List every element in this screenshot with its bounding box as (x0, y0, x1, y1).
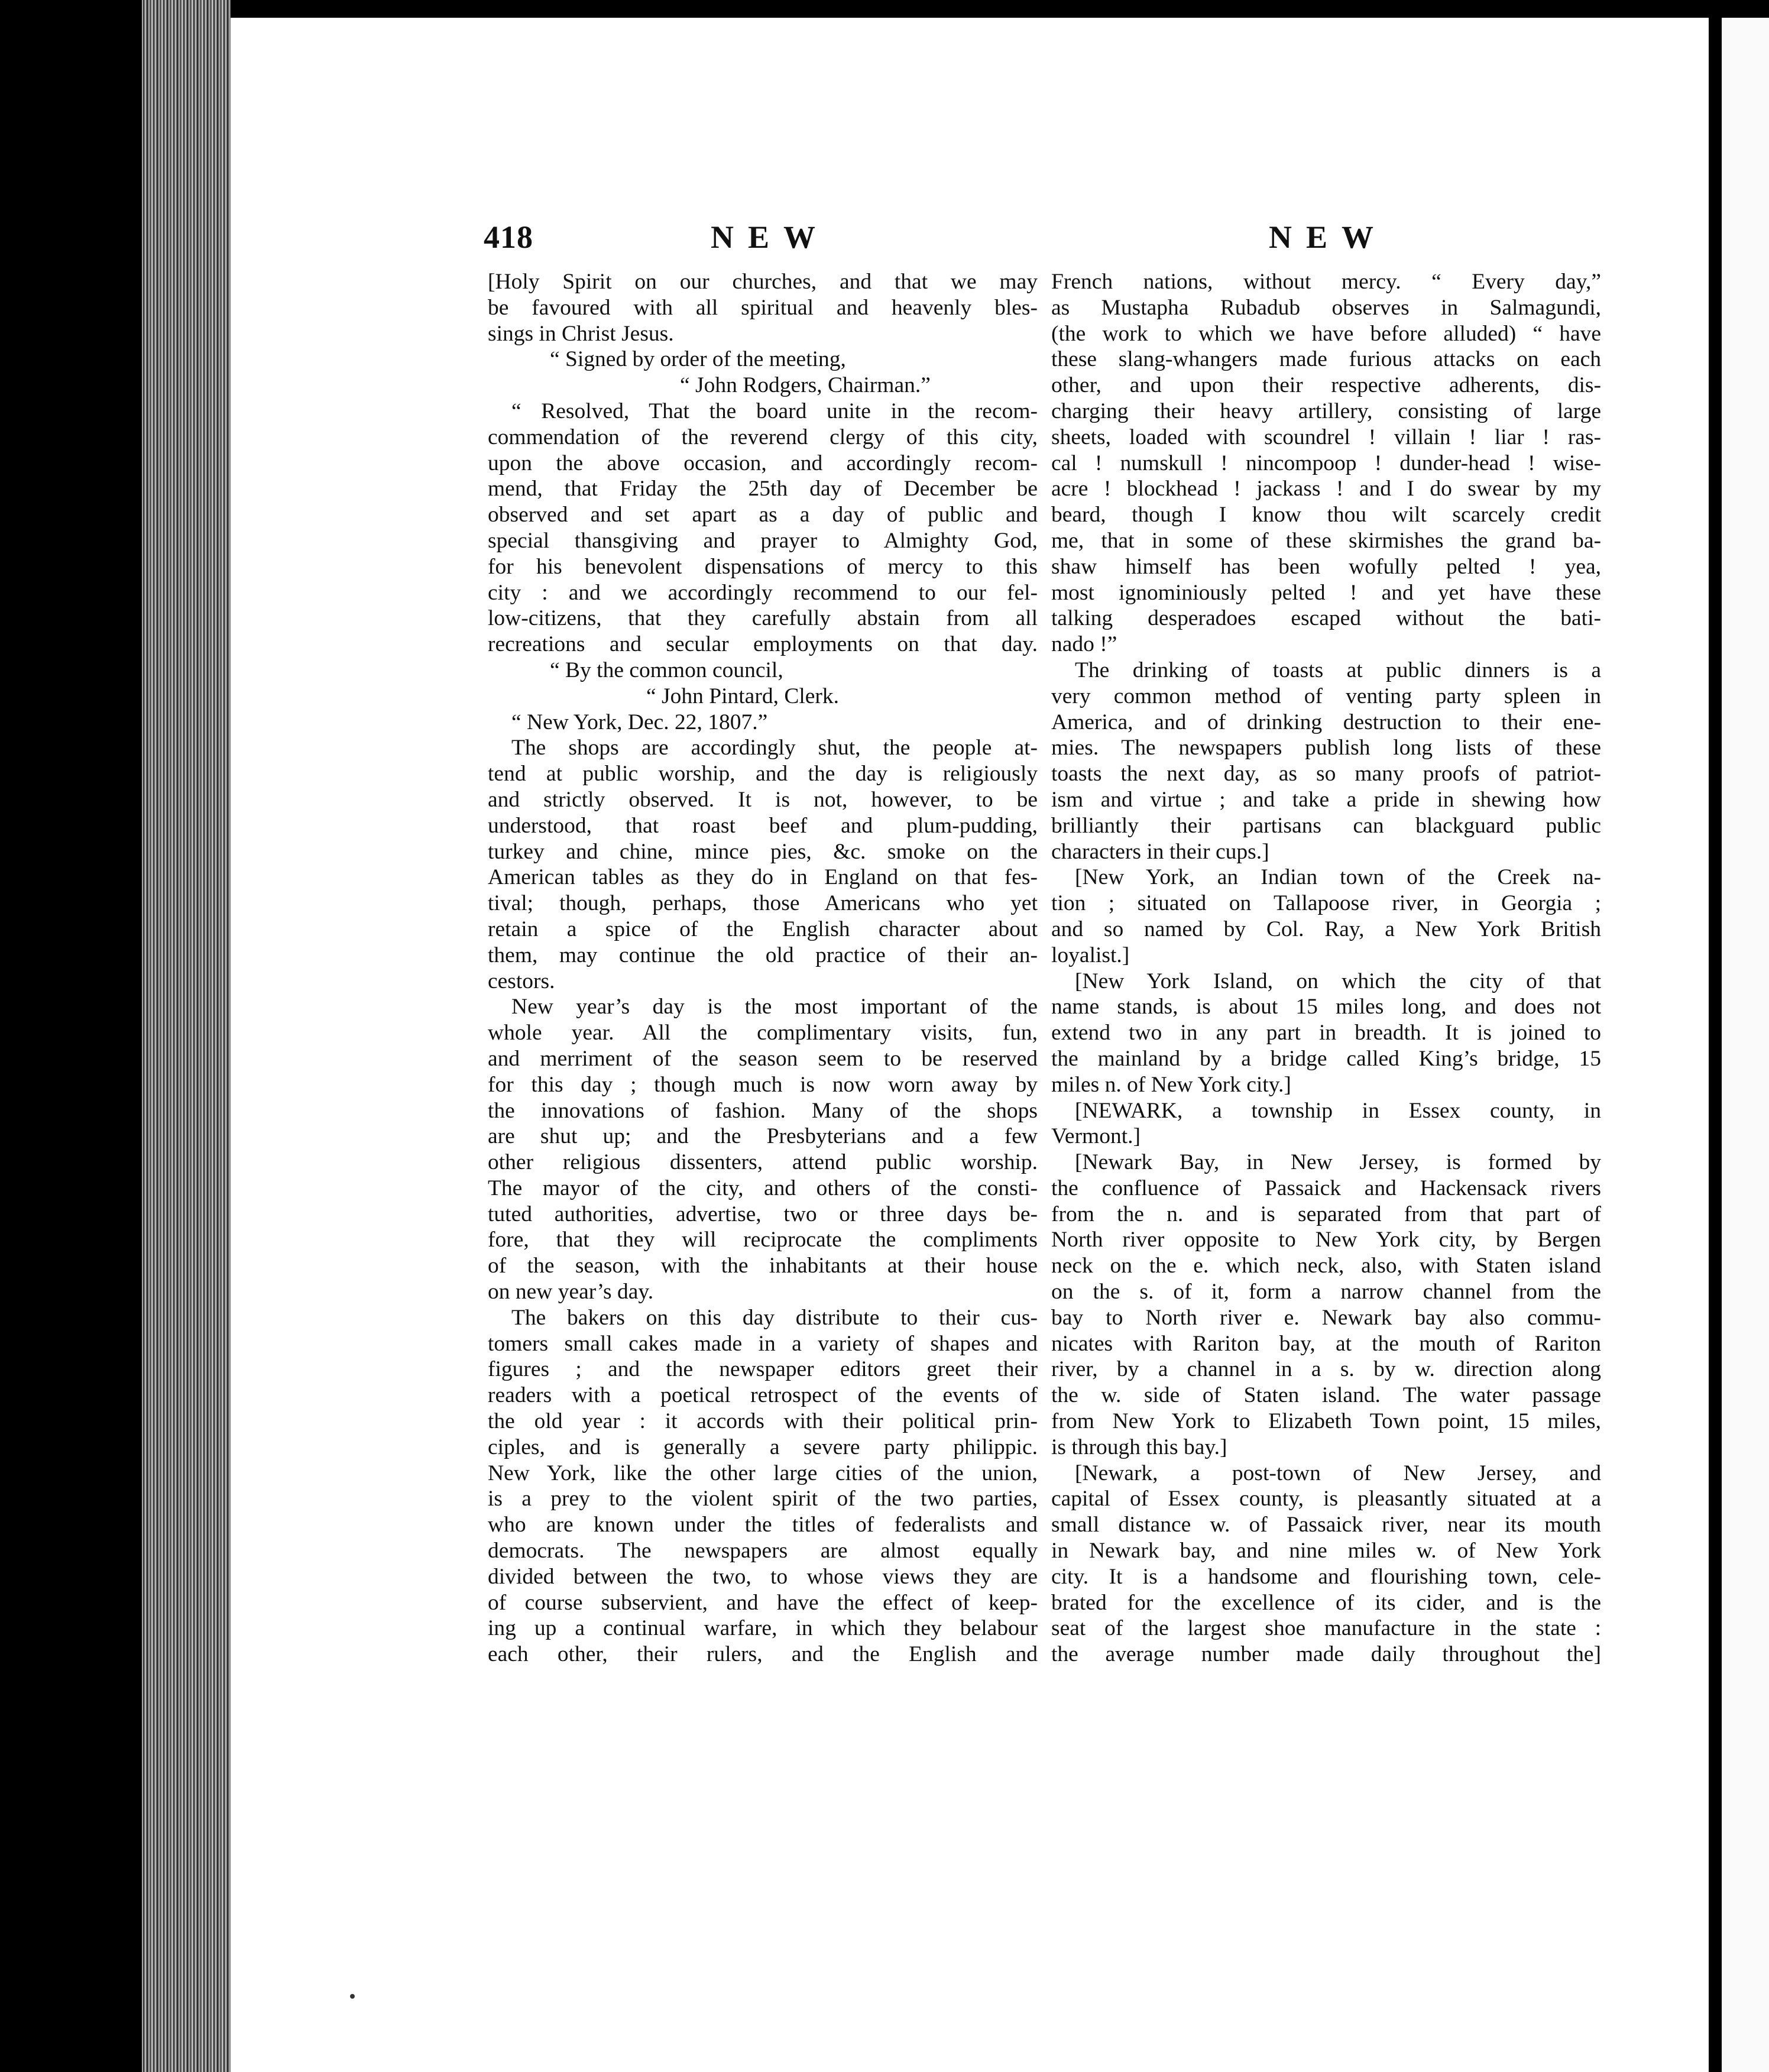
scan-speck (350, 1994, 355, 1999)
text-line: “ Signed by order of the meeting, (550, 347, 846, 372)
text-line: seat of the largest shoe manufacture in the state : (1051, 1616, 1601, 1641)
book-fore-edge (142, 0, 231, 2072)
text-line: charging their heavy artillery, consisting of large (1051, 399, 1601, 423)
text-line: these slang-whangers made furious attacks on each (1051, 347, 1601, 372)
text-line: in Newark bay, and nine miles w. of New York (1051, 1539, 1601, 1563)
text-line: neck on the e. which neck, also, with Staten island (1051, 1254, 1601, 1278)
text-line: and so named by Col. Ray, a New York British (1051, 917, 1601, 941)
text-line: New year’s day is the most important of the (511, 995, 1038, 1019)
facing-page-edge (1722, 18, 1769, 2072)
text-line: (the work to which we have before alluded) “ have (1051, 321, 1601, 346)
text-line: Vermont.] (1051, 1124, 1141, 1149)
text-line: from New York to Elizabeth Town point, 15 miles, (1051, 1409, 1601, 1434)
text-line: brilliantly their partisans can blackguard public (1051, 813, 1601, 838)
text-line: [New York, an Indian town of the Creek na- (1075, 865, 1601, 890)
text-line: loyalist.] (1051, 943, 1130, 967)
text-line: me, that in some of these skirmishes the grand ba- (1051, 528, 1601, 553)
text-line: tion ; situated on Tallapoose river, in Georgia ; (1051, 891, 1601, 916)
text-line: name stands, is about 15 miles long, and does not (1051, 995, 1601, 1019)
text-line: nado !” (1051, 632, 1117, 657)
text-line: as Mustapha Rubadub observes in Salmagundi, (1051, 295, 1601, 320)
text-line: readers with a poetical retrospect of the events of (488, 1383, 1038, 1408)
text-line: city : and we accordingly recommend to our fel- (488, 580, 1038, 605)
text-line: commendation of the reverend clergy of this city, (488, 425, 1038, 449)
page-number: 418 (484, 219, 533, 255)
running-head-right: NEW (1269, 219, 1388, 255)
text-line: “ New York, Dec. 22, 1807.” (511, 710, 768, 734)
text-line: tuted authorities, advertise, two or three days be- (488, 1202, 1038, 1226)
text-line: and merriment of the season seem to be reserved (488, 1046, 1038, 1071)
text-line: [New York Island, on which the city of that (1075, 969, 1601, 993)
text-line: nicates with Rariton bay, at the mouth of Rariton (1051, 1331, 1601, 1356)
text-line: ism and virtue ; and take a pride in shewing how (1051, 787, 1601, 812)
text-line: The mayor of the city, and others of the consti- (488, 1176, 1038, 1200)
text-line: low-citizens, that they carefully abstain from all (488, 606, 1038, 631)
text-line: is a prey to the violent spirit of the two parties, (488, 1487, 1038, 1511)
text-line: talking desperadoes escaped without the bati- (1051, 606, 1601, 631)
page-gutter (1709, 18, 1722, 2072)
text-line: [NEWARK, a township in Essex county, in (1075, 1098, 1601, 1123)
text-line: the confluence of Passaick and Hackensack rivers (1051, 1176, 1601, 1200)
text-line: tival; though, perhaps, those Americans who yet (488, 891, 1038, 916)
text-line: city. It is a handsome and flourishing town, cele- (1051, 1564, 1601, 1589)
text-line: mies. The newspapers publish long lists of these (1051, 736, 1601, 760)
text-line: French nations, without mercy. “ Every day,” (1051, 270, 1601, 294)
text-line: [Newark Bay, in New Jersey, is formed by (1075, 1150, 1601, 1175)
text-line: whole year. All the complimentary visits, fun, (488, 1021, 1038, 1045)
text-line: tend at public worship, and the day is religiously (488, 762, 1038, 786)
text-line: understood, that roast beef and plum-pudding, (488, 813, 1038, 838)
text-line: other, and upon their respective adherents, dis- (1051, 373, 1601, 398)
text-line: them, may continue the old practice of their an- (488, 943, 1038, 967)
text-line: very common method of venting party spleen in (1051, 684, 1601, 708)
text-line: tomers small cakes made in a variety of shapes and (488, 1331, 1038, 1356)
right-text-column (1051, 269, 1601, 1668)
text-line: The bakers on this day distribute to their cus- (511, 1305, 1038, 1330)
text-line: river, by a channel in a s. by w. direction along (1051, 1357, 1601, 1382)
text-line: brated for the excellence of its cider, and is the (1051, 1590, 1601, 1615)
text-line: capital of Essex county, is pleasantly situated at a (1051, 1487, 1601, 1511)
text-line: beard, though I know thou wilt scarcely credit (1051, 503, 1601, 527)
text-line: most ignominiously pelted ! and yet have these (1051, 580, 1601, 605)
text-line: upon the above occasion, and accordingly recom- (488, 451, 1038, 475)
text-line: cal ! numskull ! nincompoop ! dunder-head ! wise- (1051, 451, 1601, 475)
text-line: miles n. of New York city.] (1051, 1072, 1291, 1097)
text-line: shaw himself has been wofully pelted ! yea, (1051, 554, 1601, 579)
text-line: who are known under the titles of federalists and (488, 1513, 1038, 1537)
text-line: retain a spice of the English character about (488, 917, 1038, 941)
text-line: special thansgiving and prayer to Almighty God, (488, 528, 1038, 553)
text-line: on new year’s day. (488, 1280, 654, 1304)
text-line: of course subservient, and have the effect of keep- (488, 1590, 1038, 1615)
text-line: democrats. The newspapers are almost equally (488, 1539, 1038, 1563)
text-line: [Holy Spirit on our churches, and that we may (488, 270, 1038, 294)
text-line: ing up a continual warfare, in which they belabour (488, 1616, 1038, 1641)
text-line: the w. side of Staten island. The water passage (1051, 1383, 1601, 1408)
text-line: toasts the next day, as so many proofs of patriot- (1051, 762, 1601, 786)
text-line: North river opposite to New York city, by Bergen (1051, 1228, 1601, 1252)
text-line: sings in Christ Jesus. (488, 321, 674, 346)
text-line: for his benevolent dispensations of mercy to this (488, 554, 1038, 579)
text-line: fore, that they will reciprocate the compliments (488, 1228, 1038, 1252)
text-line: “ John Pintard, Clerk. (646, 684, 840, 708)
text-line: and strictly observed. It is not, however, to be (488, 787, 1038, 812)
text-line: The drinking of toasts at public dinners is a (1075, 658, 1601, 682)
text-line: American tables as they do in England on that fes- (488, 865, 1038, 890)
text-line: New York, like the other large cities of the union, (488, 1461, 1038, 1485)
text-line: for this day ; though much is now worn away by (488, 1072, 1038, 1097)
text-line: cestors. (488, 969, 555, 993)
text-line: acre ! blockhead ! jackass ! and I do swear by my (1051, 477, 1601, 501)
text-line: turkey and chine, mince pies, &c. smoke on the (488, 839, 1038, 864)
text-line: from the n. and is separated from that part of (1051, 1202, 1601, 1226)
text-line: the average number made daily throughout the] (1051, 1642, 1601, 1667)
text-line: mend, that Friday the 25th day of December be (488, 477, 1038, 501)
text-line: recreations and secular employments on that day. (488, 632, 1038, 657)
text-line: ciples, and is generally a severe party philippic. (488, 1435, 1038, 1459)
text-line: are shut up; and the Presbyterians and a few (488, 1124, 1038, 1149)
text-line: “ Resolved, That the board unite in the recom- (511, 399, 1038, 423)
text-line: bay to North river e. Newark bay also commu- (1051, 1305, 1601, 1330)
left-text-column (488, 269, 1038, 1668)
text-line: figures ; and the newspaper editors greet their (488, 1357, 1038, 1382)
text-line: on the s. of it, form a narrow channel from the (1051, 1280, 1601, 1304)
text-line: the mainland by a bridge called King’s bridge, 15 (1051, 1046, 1601, 1071)
text-line: the innovations of fashion. Many of the shops (488, 1098, 1038, 1123)
text-line: The shops are accordingly shut, the people at- (511, 736, 1038, 760)
text-line: each other, their rulers, and the English and (488, 1642, 1038, 1667)
text-line: be favoured with all spiritual and heavenly bles- (488, 295, 1038, 320)
text-line: America, and of drinking destruction to their ene- (1051, 710, 1601, 734)
text-line: other religious dissenters, attend public worship. (488, 1150, 1038, 1175)
text-line: sheets, loaded with scoundrel ! villain ! liar ! ras- (1051, 425, 1601, 449)
text-line: observed and set apart as a day of public and (488, 503, 1038, 527)
text-line: divided between the two, to whose views they are (488, 1564, 1038, 1589)
text-line: of the season, with the inhabitants at their house (488, 1254, 1038, 1278)
text-line: is through this bay.] (1051, 1435, 1227, 1459)
text-line: small distance w. of Passaick river, near its mouth (1051, 1513, 1601, 1537)
text-line: [Newark, a post-town of New Jersey, and (1075, 1461, 1601, 1485)
text-line: the old year : it accords with their political prin- (488, 1409, 1038, 1434)
text-line: “ John Rodgers, Chairman.” (680, 373, 931, 398)
running-head-left: NEW (711, 219, 830, 255)
text-line: extend two in any part in breadth. It is joined to (1051, 1021, 1601, 1045)
text-line: “ By the common council, (550, 658, 783, 682)
text-line: characters in their cups.] (1051, 839, 1269, 864)
